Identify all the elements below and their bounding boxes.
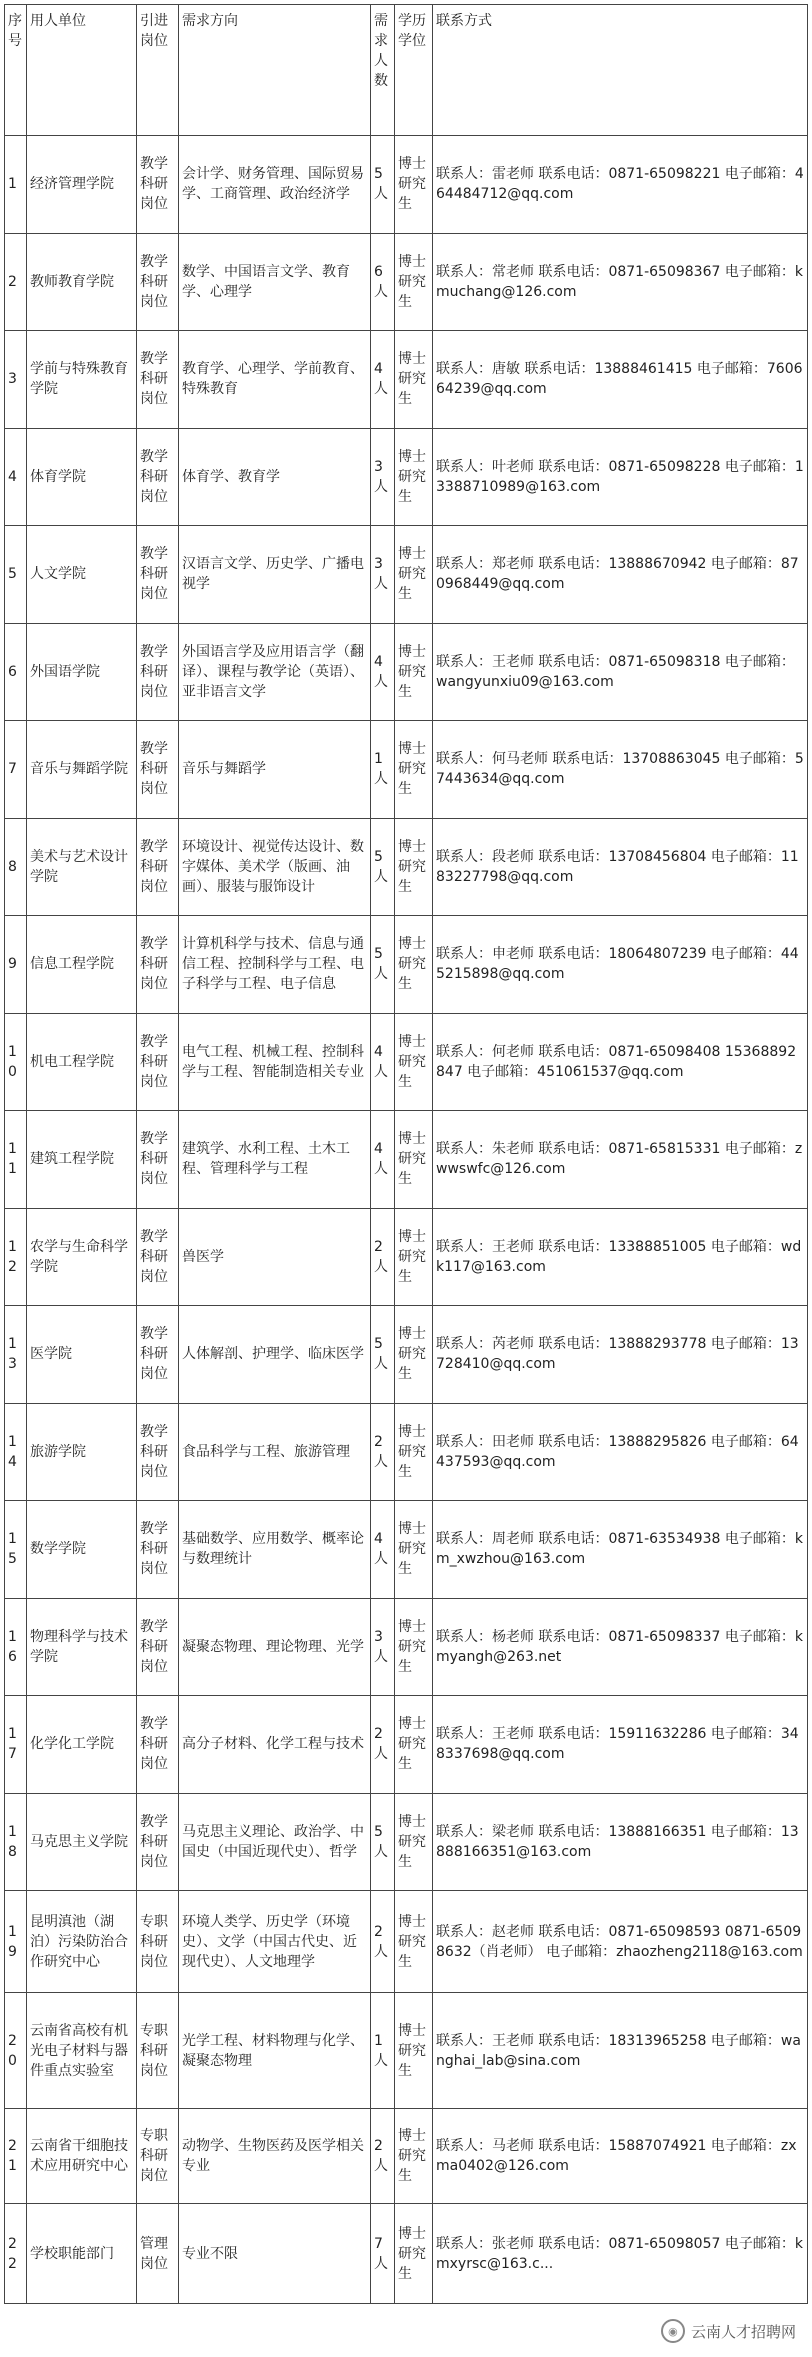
row-number: 16 [5, 1598, 27, 1696]
contact-cell: 联系人：赵老师 联系电话：0871-65098593 0871-65098632（肖老师） 电子邮箱：zhaozheng2118@163.com [433, 1891, 808, 1993]
table-row [5, 1598, 808, 1696]
unit-cell: 建筑工程学院 [27, 1111, 137, 1209]
row-number: 17 [5, 1696, 27, 1794]
contact-cell: 联系人：何老师 联系电话：0871-65098408 15368892847 电子邮箱：451061537@qq.com [433, 1013, 808, 1111]
table-row [5, 136, 808, 234]
contact-cell: 联系人：雷老师 联系电话：0871-65098221 电子邮箱：464484712@qq.com [433, 136, 808, 234]
row-number: 19 [5, 1891, 27, 1993]
contact-cell: 联系人：杨老师 联系电话：0871-65098337 电子邮箱：kmyangh@263.net [433, 1598, 808, 1696]
header-count: 需求人数 [371, 5, 395, 136]
unit-cell: 机电工程学院 [27, 1013, 137, 1111]
row-number: 8 [5, 818, 27, 916]
degree-cell: 博士研究生 [395, 2204, 433, 2304]
degree-cell: 博士研究生 [395, 1501, 433, 1599]
row-number: 15 [5, 1501, 27, 1599]
post-cell: 教学科研岗位 [137, 1598, 179, 1696]
post-cell: 教学科研岗位 [137, 1696, 179, 1794]
contact-cell: 联系人：马老师 联系电话：15887074921 电子邮箱：zxma0402@126.com [433, 2109, 808, 2204]
row-number: 2 [5, 233, 27, 331]
table-row [5, 1696, 808, 1794]
direction-cell: 环境设计、视觉传达设计、数字媒体、美术学（版画、油画）、服装与服饰设计 [179, 818, 371, 916]
post-cell: 教学科研岗位 [137, 428, 179, 526]
degree-cell: 博士研究生 [395, 1598, 433, 1696]
contact-cell: 联系人：梁老师 联系电话：13888166351 电子邮箱：13888166351@163.com [433, 1793, 808, 1891]
direction-cell: 电气工程、机械工程、控制科学与工程、智能制造相关专业 [179, 1013, 371, 1111]
post-cell: 教学科研岗位 [137, 1208, 179, 1306]
post-cell: 教学科研岗位 [137, 1111, 179, 1209]
unit-cell: 马克思主义学院 [27, 1793, 137, 1891]
post-cell: 教学科研岗位 [137, 623, 179, 721]
table-row [5, 1013, 808, 1111]
table-row [5, 818, 808, 916]
table-row [5, 1891, 808, 1993]
direction-cell: 高分子材料、化学工程与技术 [179, 1696, 371, 1794]
header-contact: 联系方式 [433, 5, 808, 136]
direction-cell: 基础数学、应用数学、概率论与数理统计 [179, 1501, 371, 1599]
degree-cell: 博士研究生 [395, 1208, 433, 1306]
degree-cell: 博士研究生 [395, 1793, 433, 1891]
count-cell: 2人 [371, 1891, 395, 1993]
row-number: 12 [5, 1208, 27, 1306]
post-cell: 教学科研岗位 [137, 1306, 179, 1404]
post-cell: 专职科研岗位 [137, 2109, 179, 2204]
contact-cell: 联系人：张老师 联系电话：0871-65098057 电子邮箱：kmxyrsc@163.c... [433, 2204, 808, 2304]
unit-cell: 数学学院 [27, 1501, 137, 1599]
table-row [5, 2204, 808, 2304]
row-number: 13 [5, 1306, 27, 1404]
post-cell: 教学科研岗位 [137, 1793, 179, 1891]
direction-cell: 数学、中国语言文学、教育学、心理学 [179, 233, 371, 331]
contact-cell: 联系人：唐敏 联系电话：13888461415 电子邮箱：760664239@qq.com [433, 331, 808, 429]
unit-cell: 医学院 [27, 1306, 137, 1404]
direction-cell: 音乐与舞蹈学 [179, 721, 371, 819]
post-cell: 教学科研岗位 [137, 233, 179, 331]
table-row [5, 1306, 808, 1404]
post-cell: 教学科研岗位 [137, 916, 179, 1014]
contact-cell: 联系人：王老师 联系电话：15911632286 电子邮箱：348337698@qq.com [433, 1696, 808, 1794]
row-number: 6 [5, 623, 27, 721]
row-number: 9 [5, 916, 27, 1014]
direction-cell: 兽医学 [179, 1208, 371, 1306]
unit-cell: 学前与特殊教育学院 [27, 331, 137, 429]
unit-cell: 云南省高校有机光电子材料与器件重点实验室 [27, 1993, 137, 2109]
post-cell: 教学科研岗位 [137, 1501, 179, 1599]
unit-cell: 化学化工学院 [27, 1696, 137, 1794]
unit-cell: 昆明滇池（湖泊）污染防治合作研究中心 [27, 1891, 137, 1993]
count-cell: 3人 [371, 428, 395, 526]
count-cell: 5人 [371, 1306, 395, 1404]
count-cell: 4人 [371, 1501, 395, 1599]
degree-cell: 博士研究生 [395, 1993, 433, 2109]
direction-cell: 外国语言学及应用语言学（翻译）、课程与教学论（英语）、亚非语言文学 [179, 623, 371, 721]
degree-cell: 博士研究生 [395, 1696, 433, 1794]
row-number: 7 [5, 721, 27, 819]
unit-cell: 音乐与舞蹈学院 [27, 721, 137, 819]
table-row [5, 721, 808, 819]
post-cell: 教学科研岗位 [137, 818, 179, 916]
header-degree: 学历学位 [395, 5, 433, 136]
table-row [5, 1793, 808, 1891]
contact-cell: 联系人：田老师 联系电话：13888295826 电子邮箱：64437593@qq.com [433, 1403, 808, 1501]
row-number: 10 [5, 1013, 27, 1111]
count-cell: 7人 [371, 2204, 395, 2304]
table-row [5, 1403, 808, 1501]
direction-cell: 会计学、财务管理、国际贸易学、工商管理、政治经济学 [179, 136, 371, 234]
direction-cell: 光学工程、材料物理与化学、凝聚态物理 [179, 1993, 371, 2109]
watermark [655, 2317, 802, 2345]
row-number: 5 [5, 526, 27, 624]
header-unit: 用人单位 [27, 5, 137, 136]
degree-cell: 博士研究生 [395, 526, 433, 624]
table-row [5, 623, 808, 721]
degree-cell: 博士研究生 [395, 1403, 433, 1501]
post-cell: 专职科研岗位 [137, 1993, 179, 2109]
direction-cell: 马克思主义理论、政治学、中国史（中国近现代史）、哲学 [179, 1793, 371, 1891]
contact-cell: 联系人：王老师 联系电话：0871-65098318 电子邮箱：wangyunxiu09@163.com [433, 623, 808, 721]
count-cell: 2人 [371, 1403, 395, 1501]
count-cell: 1人 [371, 721, 395, 819]
direction-cell: 专业不限 [179, 2204, 371, 2304]
table-row [5, 1208, 808, 1306]
unit-cell: 外国语学院 [27, 623, 137, 721]
contact-cell: 联系人：申老师 联系电话：18064807239 电子邮箱：445215898@qq.com [433, 916, 808, 1014]
degree-cell: 博士研究生 [395, 721, 433, 819]
table-row [5, 428, 808, 526]
count-cell: 5人 [371, 136, 395, 234]
degree-cell: 博士研究生 [395, 233, 433, 331]
post-cell: 教学科研岗位 [137, 526, 179, 624]
unit-cell: 旅游学院 [27, 1403, 137, 1501]
table-row [5, 1993, 808, 2109]
unit-cell: 美术与艺术设计学院 [27, 818, 137, 916]
table-row [5, 916, 808, 1014]
count-cell: 4人 [371, 1111, 395, 1209]
contact-cell: 联系人：常老师 联系电话：0871-65098367 电子邮箱：kmuchang@126.com [433, 233, 808, 331]
contact-cell: 联系人：段老师 联系电话：13708456804 电子邮箱：1183227798@qq.com [433, 818, 808, 916]
row-number: 21 [5, 2109, 27, 2204]
degree-cell: 博士研究生 [395, 818, 433, 916]
degree-cell: 博士研究生 [395, 1306, 433, 1404]
count-cell: 3人 [371, 526, 395, 624]
contact-cell: 联系人：何马老师 联系电话：13708863045 电子邮箱：57443634@qq.com [433, 721, 808, 819]
table-row [5, 526, 808, 624]
row-number: 3 [5, 331, 27, 429]
direction-cell: 汉语言文学、历史学、广播电视学 [179, 526, 371, 624]
unit-cell: 云南省干细胞技术应用研究中心 [27, 2109, 137, 2204]
table-row [5, 233, 808, 331]
count-cell: 5人 [371, 916, 395, 1014]
row-number: 11 [5, 1111, 27, 1209]
degree-cell: 博士研究生 [395, 916, 433, 1014]
unit-cell: 人文学院 [27, 526, 137, 624]
degree-cell: 博士研究生 [395, 623, 433, 721]
unit-cell: 信息工程学院 [27, 916, 137, 1014]
post-cell: 教学科研岗位 [137, 136, 179, 234]
count-cell: 1人 [371, 1993, 395, 2109]
degree-cell: 博士研究生 [395, 331, 433, 429]
contact-cell: 联系人：王老师 联系电话：13388851005 电子邮箱：wdk117@163.com [433, 1208, 808, 1306]
contact-cell: 联系人：周老师 联系电话：0871-63534938 电子邮箱：km_xwzhou@163.com [433, 1501, 808, 1599]
count-cell: 6人 [371, 233, 395, 331]
post-cell: 教学科研岗位 [137, 1403, 179, 1501]
direction-cell: 凝聚态物理、理论物理、光学 [179, 1598, 371, 1696]
contact-cell: 联系人：朱老师 联系电话：0871-65815331 电子邮箱：zwwswfc@126.com [433, 1111, 808, 1209]
unit-cell: 经济管理学院 [27, 136, 137, 234]
direction-cell: 体育学、教育学 [179, 428, 371, 526]
post-cell: 专职科研岗位 [137, 1891, 179, 1993]
header-post: 引进岗位 [137, 5, 179, 136]
table-row [5, 2109, 808, 2204]
direction-cell: 计算机科学与技术、信息与通信工程、控制科学与工程、电子科学与工程、电子信息 [179, 916, 371, 1014]
direction-cell: 动物学、生物医药及医学相关专业 [179, 2109, 371, 2204]
contact-cell: 联系人：叶老师 联系电话：0871-65098228 电子邮箱：13388710989@163.com [433, 428, 808, 526]
watermark-text: 云南人才招聘网 [690, 2322, 796, 2341]
count-cell: 2人 [371, 1208, 395, 1306]
table-row [5, 1501, 808, 1599]
row-number: 18 [5, 1793, 27, 1891]
table-header-row [5, 5, 808, 136]
unit-cell: 物理科学与技术学院 [27, 1598, 137, 1696]
row-number: 20 [5, 1993, 27, 2109]
post-cell: 教学科研岗位 [137, 331, 179, 429]
row-number: 4 [5, 428, 27, 526]
degree-cell: 博士研究生 [395, 136, 433, 234]
contact-cell: 联系人：王老师 联系电话：18313965258 电子邮箱：wanghai_lab@sina.com [433, 1993, 808, 2109]
post-cell: 管理岗位 [137, 2204, 179, 2304]
count-cell: 5人 [371, 818, 395, 916]
unit-cell: 学校职能部门 [27, 2204, 137, 2304]
post-cell: 教学科研岗位 [137, 721, 179, 819]
direction-cell: 建筑学、水利工程、土木工程、管理科学与工程 [179, 1111, 371, 1209]
post-cell: 教学科研岗位 [137, 1013, 179, 1111]
contact-cell: 联系人：芮老师 联系电话：13888293778 电子邮箱：13728410@qq.com [433, 1306, 808, 1404]
degree-cell: 博士研究生 [395, 1891, 433, 1993]
direction-cell: 教育学、心理学、学前教育、特殊教育 [179, 331, 371, 429]
contact-cell: 联系人：郑老师 联系电话：13888670942 电子邮箱：870968449@qq.com [433, 526, 808, 624]
unit-cell: 体育学院 [27, 428, 137, 526]
table-row [5, 331, 808, 429]
count-cell: 4人 [371, 331, 395, 429]
direction-cell: 环境人类学、历史学（环境史）、文学（中国古代史、近现代史）、人文地理学 [179, 1891, 371, 1993]
table-row [5, 1111, 808, 1209]
unit-cell: 教师教育学院 [27, 233, 137, 331]
count-cell: 5人 [371, 1793, 395, 1891]
count-cell: 2人 [371, 2109, 395, 2204]
count-cell: 4人 [371, 623, 395, 721]
degree-cell: 博士研究生 [395, 2109, 433, 2204]
recruitment-table [4, 4, 808, 2304]
count-cell: 4人 [371, 1013, 395, 1111]
row-number: 1 [5, 136, 27, 234]
degree-cell: 博士研究生 [395, 1013, 433, 1111]
row-number: 22 [5, 2204, 27, 2304]
degree-cell: 博士研究生 [395, 1111, 433, 1209]
direction-cell: 人体解剖、护理学、临床医学 [179, 1306, 371, 1404]
header-direction: 需求方向 [179, 5, 371, 136]
count-cell: 2人 [371, 1696, 395, 1794]
header-no: 序号 [5, 5, 27, 136]
direction-cell: 食品科学与工程、旅游管理 [179, 1403, 371, 1501]
degree-cell: 博士研究生 [395, 428, 433, 526]
wechat-icon: ◉ [661, 2319, 685, 2343]
unit-cell: 农学与生命科学学院 [27, 1208, 137, 1306]
count-cell: 3人 [371, 1598, 395, 1696]
row-number: 14 [5, 1403, 27, 1501]
